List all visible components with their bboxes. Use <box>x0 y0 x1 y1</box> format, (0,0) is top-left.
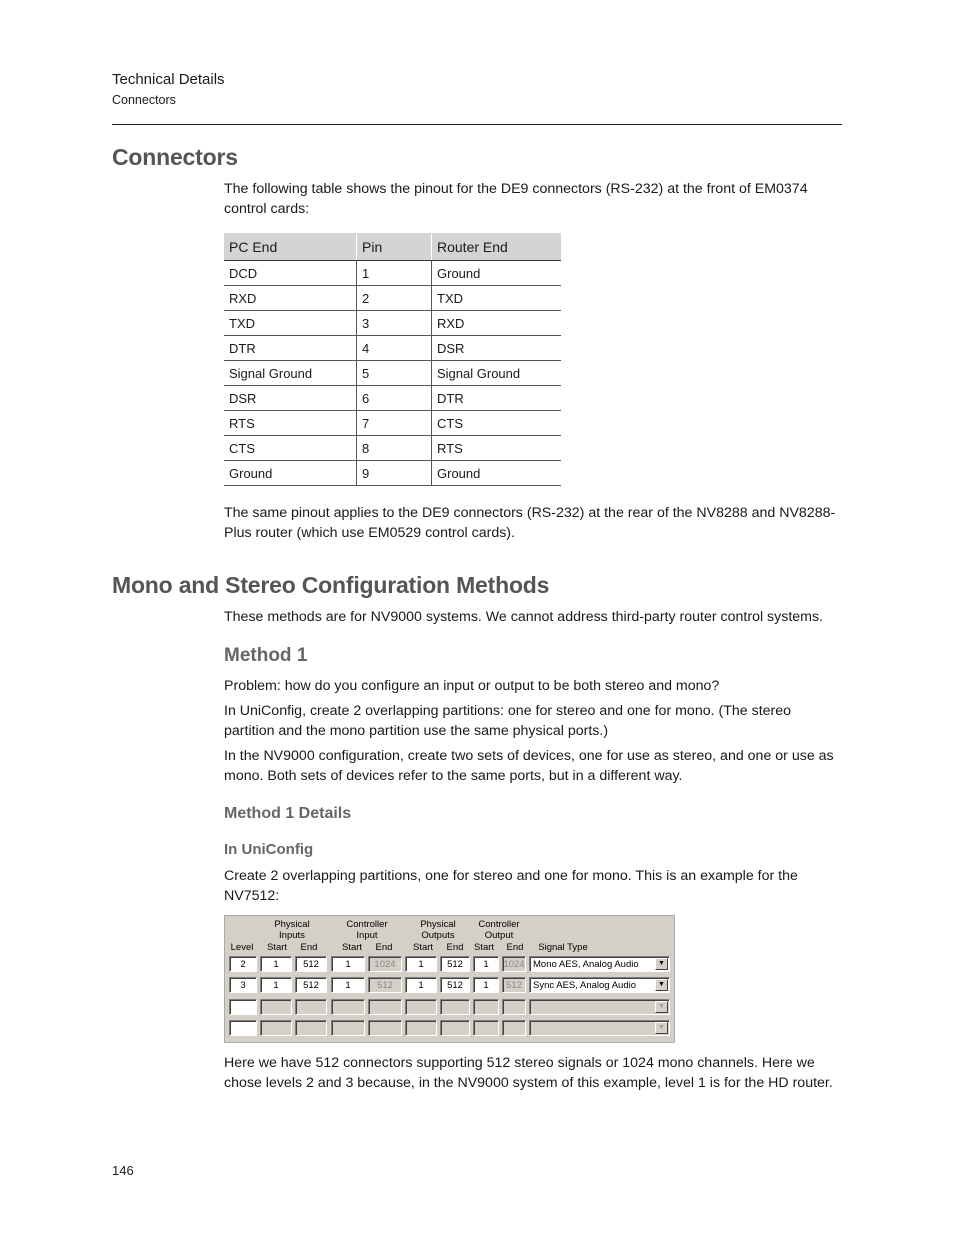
signal-type-value: Sync AES, Analog Audio <box>533 980 636 991</box>
chevron-down-icon: ▼ <box>655 1022 668 1034</box>
empty-field <box>473 999 499 1015</box>
controller-input-end-field: 1024 <box>368 956 402 972</box>
signal-type-select[interactable] <box>529 956 670 972</box>
connectors-note: The same pinout applies to the DE9 connectors (RS-232) at the rear of the NV8288 and NV8288-Plus router (which use EM0529 control cards). <box>224 505 836 541</box>
table-row <box>224 361 561 386</box>
controller-input-start-field[interactable]: 1 <box>331 977 365 993</box>
physical-output-end-field[interactable]: 512 <box>440 977 470 993</box>
level-field[interactable]: 3 <box>229 977 257 993</box>
column-header: PC End <box>224 233 357 261</box>
mono-stereo-heading: Mono and Stereo Configuration Methods <box>112 572 550 598</box>
running-header-subtitle: Connectors <box>112 93 176 107</box>
table-cell: 4 <box>357 336 432 361</box>
table-cell: 1 <box>357 261 432 286</box>
physical-input-end-field[interactable]: 512 <box>295 956 327 972</box>
chevron-down-icon[interactable]: ▼ <box>655 979 668 991</box>
empty-signal-type-select <box>529 1020 670 1036</box>
physical-input-start-field[interactable]: 1 <box>260 956 292 972</box>
in-uniconfig-heading: In UniConfig <box>224 841 314 858</box>
table-row <box>224 336 561 361</box>
controller-output-start-field[interactable]: 1 <box>473 977 499 993</box>
column-header: Pin <box>357 233 432 261</box>
controller-input-label: Controller Input <box>346 919 388 941</box>
controller-output-start-field[interactable]: 1 <box>473 956 499 972</box>
col-end: End <box>375 942 393 953</box>
controller-output-end-field: 1024 <box>502 956 526 972</box>
physical-outputs-label: Physical Outputs <box>420 919 456 941</box>
chevron-down-icon[interactable]: ▼ <box>655 958 668 970</box>
method1-problem: Problem: how do you configure an input or output to be both stereo and mono? <box>224 678 720 694</box>
col-start: Start <box>412 942 434 953</box>
controller-output-end-field: 512 <box>502 977 526 993</box>
table-cell: 8 <box>357 436 432 461</box>
mono-stereo-intro: These methods are for NV9000 systems. We cannot address third-party router control systems. <box>224 609 824 625</box>
table-row <box>224 411 561 436</box>
chevron-down-icon: ▼ <box>655 1001 668 1013</box>
col-level: Level <box>230 942 254 953</box>
empty-level-field[interactable] <box>229 999 257 1015</box>
table-row <box>224 286 561 311</box>
table-cell: DCD <box>224 261 357 286</box>
table-cell: CTS <box>224 436 357 461</box>
empty-field <box>295 1020 327 1036</box>
col-end: End <box>446 942 464 953</box>
table-cell: 7 <box>357 411 432 436</box>
empty-field <box>260 1020 292 1036</box>
empty-field <box>368 1020 402 1036</box>
empty-field <box>502 1020 526 1036</box>
table-cell: DTR <box>224 336 357 361</box>
col-start: Start <box>266 942 288 953</box>
table-row <box>224 261 561 286</box>
table-cell: Signal Ground <box>432 361 562 386</box>
table-cell: RTS <box>224 411 357 436</box>
table-cell: TXD <box>432 286 562 311</box>
table-cell: 3 <box>357 311 432 336</box>
empty-field <box>295 999 327 1015</box>
controller-input-end-field: 512 <box>368 977 402 993</box>
table-cell: RXD <box>224 286 357 311</box>
table-cell: 6 <box>357 386 432 411</box>
physical-inputs-label: Physical Inputs <box>274 919 310 941</box>
table-cell: 5 <box>357 361 432 386</box>
method1-uniconfig: In UniConfig, create 2 overlapping partitions: one for stereo and one for mono. (The stereo partition and the mono partition use the same physical ports.) <box>224 703 792 739</box>
physical-output-start-field[interactable]: 1 <box>405 977 437 993</box>
physical-input-start-field[interactable]: 1 <box>260 977 292 993</box>
table-cell: RXD <box>432 311 562 336</box>
page-number: 146 <box>112 1163 134 1178</box>
empty-field <box>440 1020 470 1036</box>
table-cell: Ground <box>432 261 562 286</box>
table-row <box>224 461 561 486</box>
table-row <box>224 436 561 461</box>
controller-input-start-field[interactable]: 1 <box>331 956 365 972</box>
col-start: Start <box>473 942 495 953</box>
connectors-intro: The following table shows the pinout for the DE9 connectors (RS-232) at the front of EM0374 control cards: <box>224 181 808 217</box>
empty-field <box>405 1020 437 1036</box>
empty-signal-type-select <box>529 999 670 1015</box>
table-cell: DTR <box>432 386 562 411</box>
table-row <box>224 386 561 411</box>
empty-field <box>260 999 292 1015</box>
controller-output-label: Controller Output <box>478 919 520 941</box>
table-cell: Ground <box>224 461 357 486</box>
table-cell: DSR <box>224 386 357 411</box>
method1-heading: Method 1 <box>224 645 308 666</box>
col-end: End <box>300 942 318 953</box>
col-end: End <box>506 942 524 953</box>
empty-field <box>368 999 402 1015</box>
signal-type-value: Mono AES, Analog Audio <box>533 959 639 970</box>
table-cell: TXD <box>224 311 357 336</box>
table-cell: Signal Ground <box>224 361 357 386</box>
empty-level-field[interactable] <box>229 1020 257 1036</box>
table-cell: 9 <box>357 461 432 486</box>
level-field[interactable]: 2 <box>229 956 257 972</box>
physical-output-start-field[interactable]: 1 <box>405 956 437 972</box>
connectors-heading: Connectors <box>112 144 238 170</box>
empty-field <box>440 999 470 1015</box>
col-start: Start <box>341 942 363 953</box>
running-header-title: Technical Details <box>112 71 225 88</box>
table-cell: RTS <box>432 436 562 461</box>
method1-details-heading: Method 1 Details <box>224 805 352 822</box>
partition-config-screenshot <box>224 915 675 1043</box>
table-header-row <box>224 233 561 261</box>
signal-type-select[interactable] <box>529 977 670 993</box>
table-cell: 2 <box>357 286 432 311</box>
empty-field <box>331 999 365 1015</box>
empty-field <box>331 1020 365 1036</box>
pinout-table <box>224 233 561 486</box>
col-signal-type: Signal Type <box>538 942 588 953</box>
table-cell: CTS <box>432 411 562 436</box>
empty-field <box>473 1020 499 1036</box>
empty-field <box>502 999 526 1015</box>
empty-field <box>405 999 437 1015</box>
uniconfig-explanation: Here we have 512 connectors supporting 512 stereo signals or 1024 mono channels. Here we chose levels 2 and 3 because, in the NV9000 system of this example, level 1 is for the HD router. <box>224 1055 833 1091</box>
uniconfig-instructions: Create 2 overlapping partitions, one for stereo and one for mono. This is an example for the NV7512: <box>224 868 798 904</box>
physical-output-end-field[interactable]: 512 <box>440 956 470 972</box>
physical-input-end-field[interactable]: 512 <box>295 977 327 993</box>
table-cell: Ground <box>432 461 562 486</box>
table-row <box>224 311 561 336</box>
column-header: Router End <box>432 233 562 261</box>
method1-nv9000: In the NV9000 configuration, create two sets of devices, one for use as stereo, and one or use as mono. Both sets of devices refer to the same ports, but in a different way. <box>224 748 834 784</box>
header-divider <box>112 124 842 125</box>
table-cell: DSR <box>432 336 562 361</box>
